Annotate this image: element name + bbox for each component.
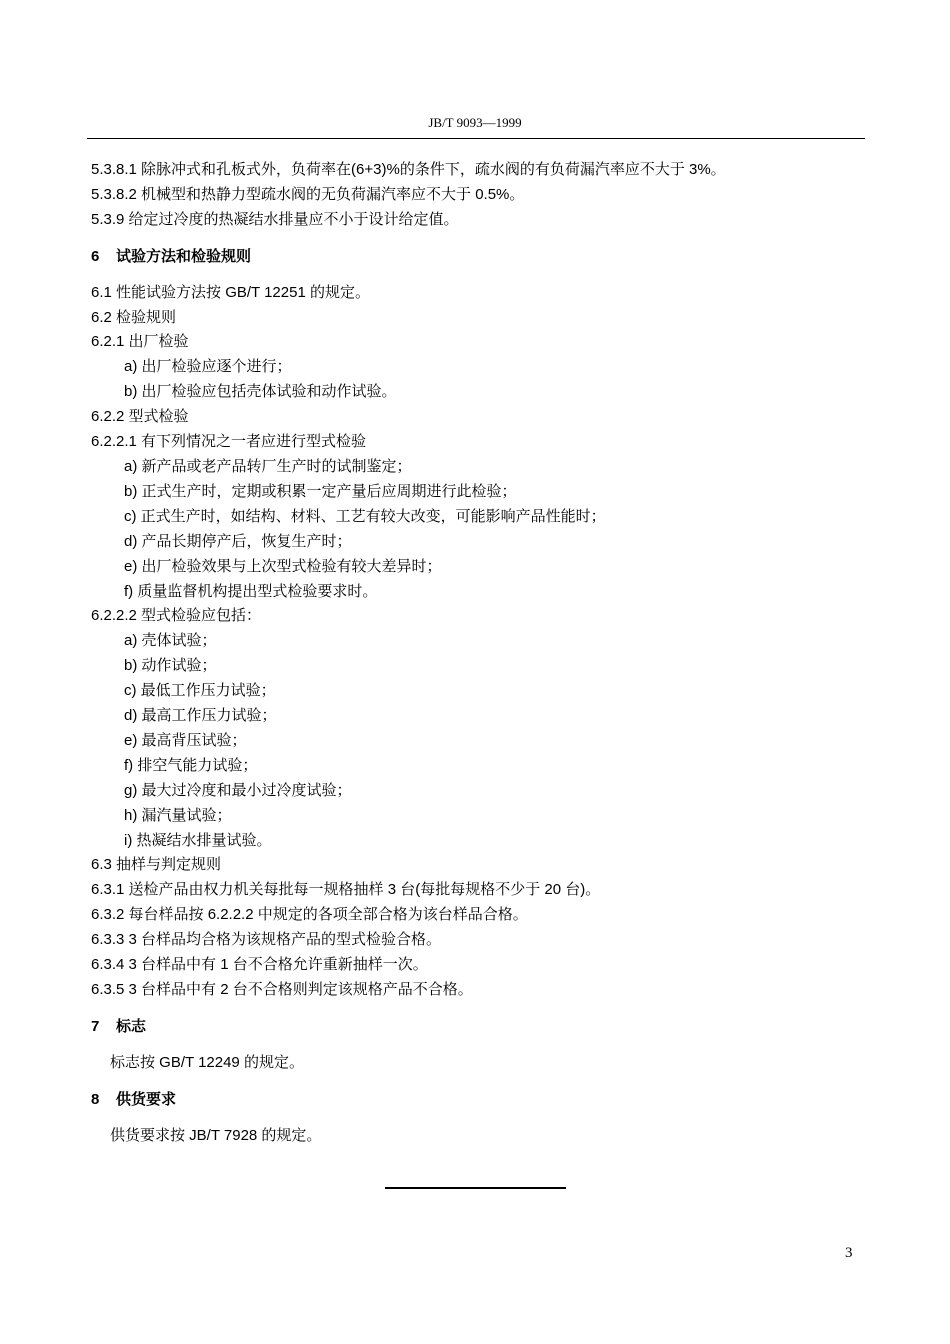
clause-line: 6.2.1 出厂检验 xyxy=(91,333,189,351)
document-id-header: JB/T 9093—1999 xyxy=(428,115,522,130)
clause-5-3-block xyxy=(91,158,871,233)
list-item: c) 最低工作压力试验； xyxy=(124,682,276,700)
list-item: f) 质量监督机构提出型式检验要求时。 xyxy=(124,582,378,600)
end-of-document-rule xyxy=(385,1187,566,1189)
section-6-number: 6 xyxy=(91,247,100,265)
clause-line: 6.3.2 每台样品按 6.2.2.2 中规定的各项全部合格为该台样品合格。 xyxy=(91,906,528,924)
list-item: a) 壳体试验； xyxy=(124,632,217,650)
list-item: c) 正式生产时，如结构、材料、工艺有较大改变，可能影响产品性能时； xyxy=(124,507,606,525)
section-7-title: 标志 xyxy=(116,1017,147,1035)
list-item: d) 最高工作压力试验； xyxy=(124,707,277,725)
list-item: b) 正式生产时，定期或积累一定产量后应周期进行此检验； xyxy=(124,482,517,500)
section-8-heading xyxy=(91,1088,871,1113)
section-6-heading xyxy=(91,245,871,270)
section-6-body xyxy=(91,281,871,1003)
list-item: e) 最高背压试验； xyxy=(124,731,247,749)
clause-line: 6.3.1 送检产品由权力机关每批每一规格抽样 3 台(每批每规格不少于 20 台)。 xyxy=(91,881,601,899)
clause-line: 5.3.8.2 机械型和热静力型疏水阀的无负荷漏汽率应不大于 0.5%。 xyxy=(91,185,525,203)
clause-line: 5.3.8.1 除脉冲式和孔板式外，负荷率在(6+3)%的条件下，疏水阀的有负荷漏汽率应不大于 3%。 xyxy=(91,161,726,178)
list-item: e) 出厂检验效果与上次型式检验有较大差异时； xyxy=(124,557,442,575)
clause-line: 6.2.2.1 有下列情况之一者应进行型式检验 xyxy=(91,433,367,451)
list-item: h) 漏汽量试验； xyxy=(124,806,232,824)
section-7-body: 标志按 GB/T 12249 的规定。 xyxy=(110,1053,304,1071)
list-item: f) 排空气能力试验； xyxy=(124,756,258,774)
section-7-heading xyxy=(91,1015,871,1040)
clause-line: 6.3.5 3 台样品中有 2 台不合格则判定该规格产品不合格。 xyxy=(91,981,473,998)
header-rule xyxy=(87,138,865,139)
list-item: a) 出厂检验应逐个进行； xyxy=(124,358,292,376)
section-7-number: 7 xyxy=(91,1017,100,1035)
list-item: g) 最大过冷度和最小过冷度试验； xyxy=(124,781,352,799)
clause-line: 6.2.2 型式检验 xyxy=(91,408,189,426)
section-8-body: 供货要求按 JB/T 7928 的规定。 xyxy=(110,1126,322,1144)
section-8-number: 8 xyxy=(91,1090,100,1108)
clause-line: 6.3 抽样与判定规则 xyxy=(91,856,222,874)
clause-line: 5.3.9 给定过冷度的热凝结水排量应不小于设计给定值。 xyxy=(91,210,459,228)
section-8-title: 供货要求 xyxy=(116,1090,177,1108)
page-number: 3 xyxy=(845,1245,853,1261)
clause-line: 6.3.3 3 台样品均合格为该规格产品的型式检验合格。 xyxy=(91,931,442,949)
section-6-title: 试验方法和检验规则 xyxy=(116,247,252,265)
clause-line: 6.1 性能试验方法按 GB/T 12251 的规定。 xyxy=(91,283,370,301)
clause-line: 6.2.2.2 型式检验应包括： xyxy=(91,607,262,625)
document-body xyxy=(91,158,871,1149)
clause-line: 6.2 检验规则 xyxy=(91,308,177,326)
list-item: i) 热凝结水排量试验。 xyxy=(124,831,272,849)
list-item: a) 新产品或老产品转厂生产时的试制鉴定； xyxy=(124,457,412,475)
clause-line: 6.3.4 3 台样品中有 1 台不合格允许重新抽样一次。 xyxy=(91,956,428,974)
list-item: b) 出厂检验应包括壳体试验和动作试验。 xyxy=(124,383,397,401)
list-item: d) 产品长期停产后，恢复生产时； xyxy=(124,532,352,550)
list-item: b) 动作试验； xyxy=(124,657,217,675)
